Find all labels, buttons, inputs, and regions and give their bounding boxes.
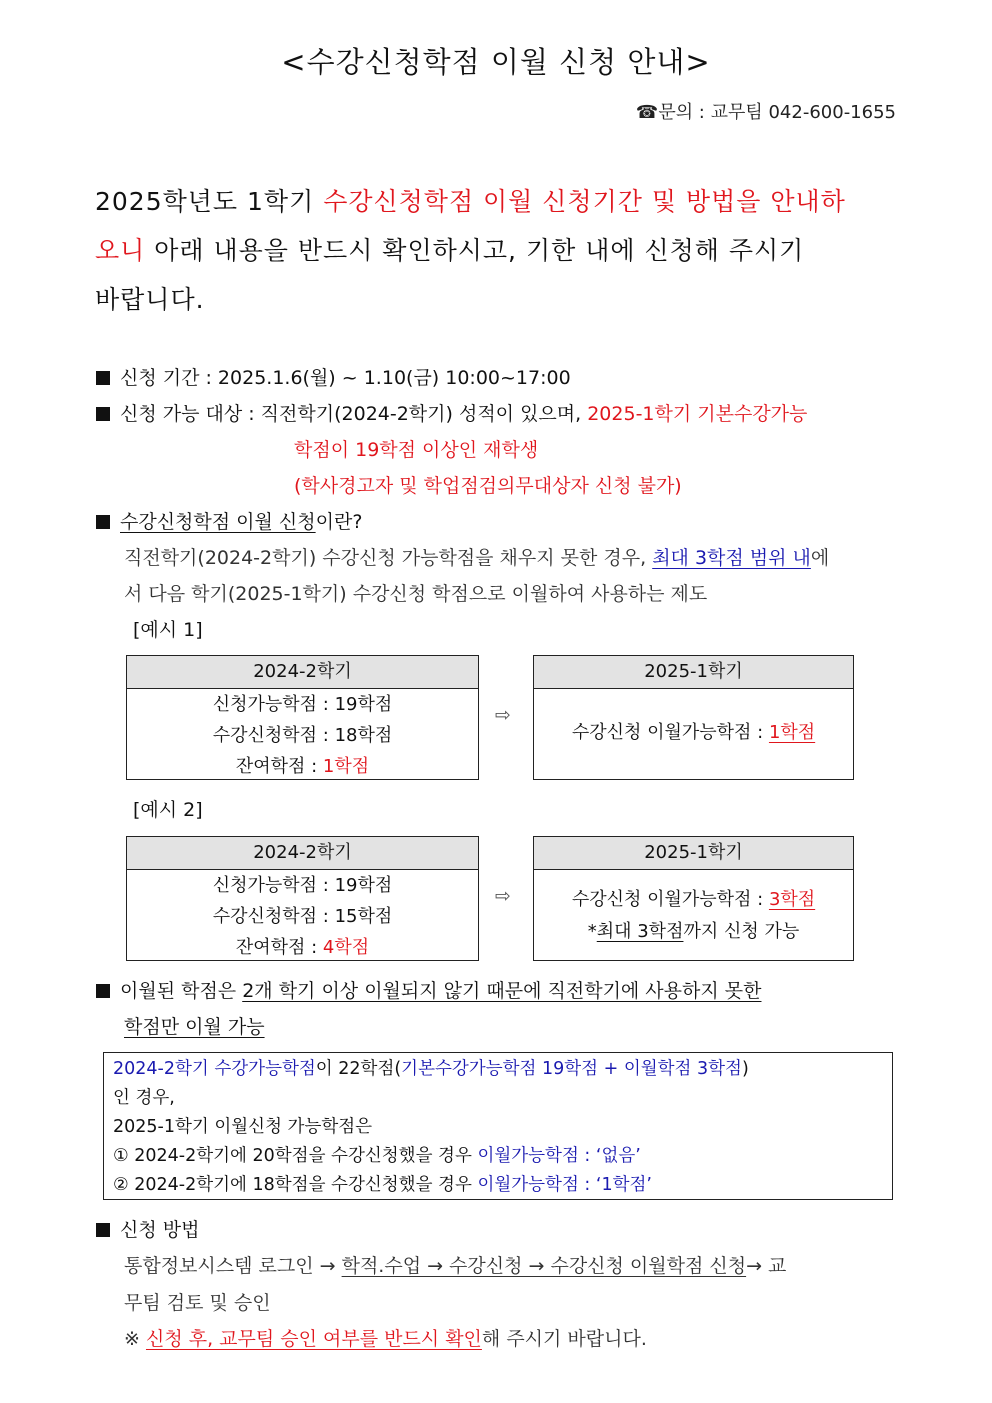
note-line-3: 2025-1학기 이월신청 가능학점은 bbox=[113, 1117, 373, 1137]
right-arrow-icon: ⇨ bbox=[495, 885, 511, 907]
example-1-available: 신청가능학점 : 19학점 bbox=[212, 694, 393, 715]
remain-label: 잔여학점 : bbox=[235, 756, 323, 777]
period-line bbox=[96, 363, 571, 390]
telephone-icon: ☎ bbox=[635, 102, 659, 123]
definition-line-1 bbox=[124, 543, 829, 570]
example-2-right-box bbox=[533, 836, 854, 961]
method-text: → 교 bbox=[746, 1255, 787, 1277]
note-highlight: 기본수강가능학점 19학점 + 이월학점 3학점 bbox=[401, 1059, 742, 1079]
note-line-2: 인 경우, bbox=[113, 1088, 175, 1108]
example-2-left-header: 2024-2학기 bbox=[127, 837, 478, 870]
example-2-label: [예시 2] bbox=[133, 799, 203, 821]
example-2-carry bbox=[534, 884, 853, 916]
note-highlight: 이월가능학점 : ‘없음’ bbox=[477, 1146, 641, 1166]
example-2-right-header: 2025-1학기 bbox=[534, 837, 853, 870]
remain-value: 1학점 bbox=[322, 756, 370, 777]
note-highlight: 이월가능학점 : ‘1학점’ bbox=[477, 1175, 652, 1195]
note-line-5 bbox=[113, 1171, 652, 1196]
note-text: 이 22학점( bbox=[315, 1059, 402, 1079]
example-2-note bbox=[534, 916, 853, 948]
example-2-left-box bbox=[126, 836, 479, 961]
target-line-2: 학점이 19학점 이상인 재학생 bbox=[294, 439, 539, 461]
example-2-remain bbox=[127, 932, 478, 963]
definition-text: 에 bbox=[810, 547, 830, 569]
remain-label: 잔여학점 : bbox=[235, 937, 323, 958]
example-note-box bbox=[103, 1052, 893, 1200]
carry-value: 3학점 bbox=[768, 889, 816, 910]
method-line-1 bbox=[124, 1251, 786, 1278]
right-arrow-icon: ⇨ bbox=[495, 704, 511, 726]
definition-heading-rest: 이란? bbox=[315, 511, 363, 533]
method-text: 통합정보시스템 로그인 → bbox=[124, 1255, 342, 1277]
note-asterisk: * bbox=[587, 921, 597, 942]
method-line-2: 무팀 검토 및 승인 bbox=[124, 1292, 271, 1314]
example-2-left-body bbox=[127, 870, 478, 963]
note-line-4 bbox=[113, 1142, 641, 1167]
target-line-1 bbox=[96, 399, 807, 426]
warning-highlight: 신청 후, 교무팀 승인 여부를 반드시 확인 bbox=[145, 1328, 482, 1350]
bullet-square-icon bbox=[96, 984, 110, 998]
example-2-available: 신청가능학점 : 19학점 bbox=[212, 875, 393, 896]
intro-line-1 bbox=[95, 182, 846, 218]
method-heading-text: 신청 방법 bbox=[120, 1219, 200, 1241]
example-1-left-box bbox=[126, 655, 479, 780]
target-highlight: 2025-1학기 기본수강가능 bbox=[587, 403, 808, 425]
intro-text: 아래 내용을 반드시 확인하시고, 기한 내에 신청해 주시기 bbox=[145, 236, 805, 265]
intro-text: 2025학년도 1학기 bbox=[95, 187, 324, 216]
definition-highlight: 최대 3학점 범위 내 bbox=[652, 547, 811, 569]
example-1-remain bbox=[127, 751, 478, 782]
note-underlined: 최대 3학점 bbox=[596, 921, 684, 942]
note-text: 까지 신청 가능 bbox=[683, 921, 800, 942]
example-1-right-header: 2025-1학기 bbox=[534, 656, 853, 689]
method-heading bbox=[96, 1215, 199, 1242]
bullet-square-icon bbox=[96, 515, 110, 529]
carryover-underlined: 2개 학기 이상 이월되지 않기 때문에 직전학기에 사용하지 못한 bbox=[242, 980, 762, 1002]
warning-text: 해 주시기 바랍니다. bbox=[481, 1328, 647, 1350]
target-text: 신청 가능 대상 : 직전학기(2024-2학기) 성적이 있으며, bbox=[120, 403, 588, 425]
intro-highlight: 오니 bbox=[95, 236, 146, 265]
bullet-square-icon bbox=[96, 407, 110, 421]
contact-text: 문의 : 교무팀 042-600-1655 bbox=[658, 102, 896, 123]
carryover-text: 이월된 학점은 bbox=[120, 980, 243, 1002]
carry-value: 1학점 bbox=[768, 722, 816, 743]
target-line-3: (학사경고자 및 학업점검의무대상자 신청 불가) bbox=[294, 475, 682, 497]
example-2-right-body bbox=[534, 870, 853, 948]
method-path: 학적.수업 → 수강신청 → 수강신청 이월학점 신청 bbox=[341, 1255, 747, 1277]
bullet-square-icon bbox=[96, 371, 110, 385]
example-1-right-box bbox=[533, 655, 854, 780]
example-2-registered: 수강신청학점 : 15학점 bbox=[212, 906, 393, 927]
example-1-left-header: 2024-2학기 bbox=[127, 656, 478, 689]
method-warning bbox=[124, 1324, 647, 1351]
period-text: 신청 기간 : 2025.1.6(월) ~ 1.10(금) 10:00~17:00 bbox=[120, 367, 571, 389]
carryover-line-2: 학점만 이월 가능 bbox=[124, 1016, 265, 1038]
carryover-line-1 bbox=[96, 976, 761, 1003]
definition-heading bbox=[96, 507, 362, 534]
example-1-right-body bbox=[534, 689, 853, 744]
definition-text: 직전학기(2024-2학기) 수강신청 가능학점을 채우지 못한 경우, bbox=[124, 547, 653, 569]
carry-label: 수강신청 이월가능학점 : bbox=[571, 889, 769, 910]
intro-line-2 bbox=[95, 231, 804, 267]
intro-line-3: 바랍니다. bbox=[95, 285, 205, 314]
intro-highlight: 수강신청학점 이월 신청기간 및 방법을 안내하 bbox=[323, 187, 846, 216]
warning-mark: ※ bbox=[124, 1328, 146, 1350]
carry-label: 수강신청 이월가능학점 : bbox=[571, 722, 769, 743]
note-highlight: 2024-2학기 수강가능학점 bbox=[113, 1059, 316, 1079]
example-1-left-body bbox=[127, 689, 478, 782]
example-1-registered: 수강신청학점 : 18학점 bbox=[212, 725, 393, 746]
note-text: ① 2024-2학기에 20학점을 수강신청했을 경우 bbox=[113, 1146, 478, 1166]
definition-line-2: 서 다음 학기(2025-1학기) 수강신청 학점으로 이월하여 사용하는 제도 bbox=[124, 583, 708, 605]
bullet-square-icon bbox=[96, 1223, 110, 1237]
example-1-label: [예시 1] bbox=[133, 619, 203, 641]
note-text: ② 2024-2학기에 18학점을 수강신청했을 경우 bbox=[113, 1175, 478, 1195]
note-text: ) bbox=[741, 1059, 749, 1079]
page-title: <수강신청학점 이월 신청 안내> bbox=[281, 45, 711, 79]
definition-heading-underlined: 수강신청학점 이월 신청 bbox=[120, 511, 316, 533]
contact-info bbox=[636, 98, 896, 124]
remain-value: 4학점 bbox=[322, 937, 370, 958]
note-line-1 bbox=[113, 1055, 749, 1080]
